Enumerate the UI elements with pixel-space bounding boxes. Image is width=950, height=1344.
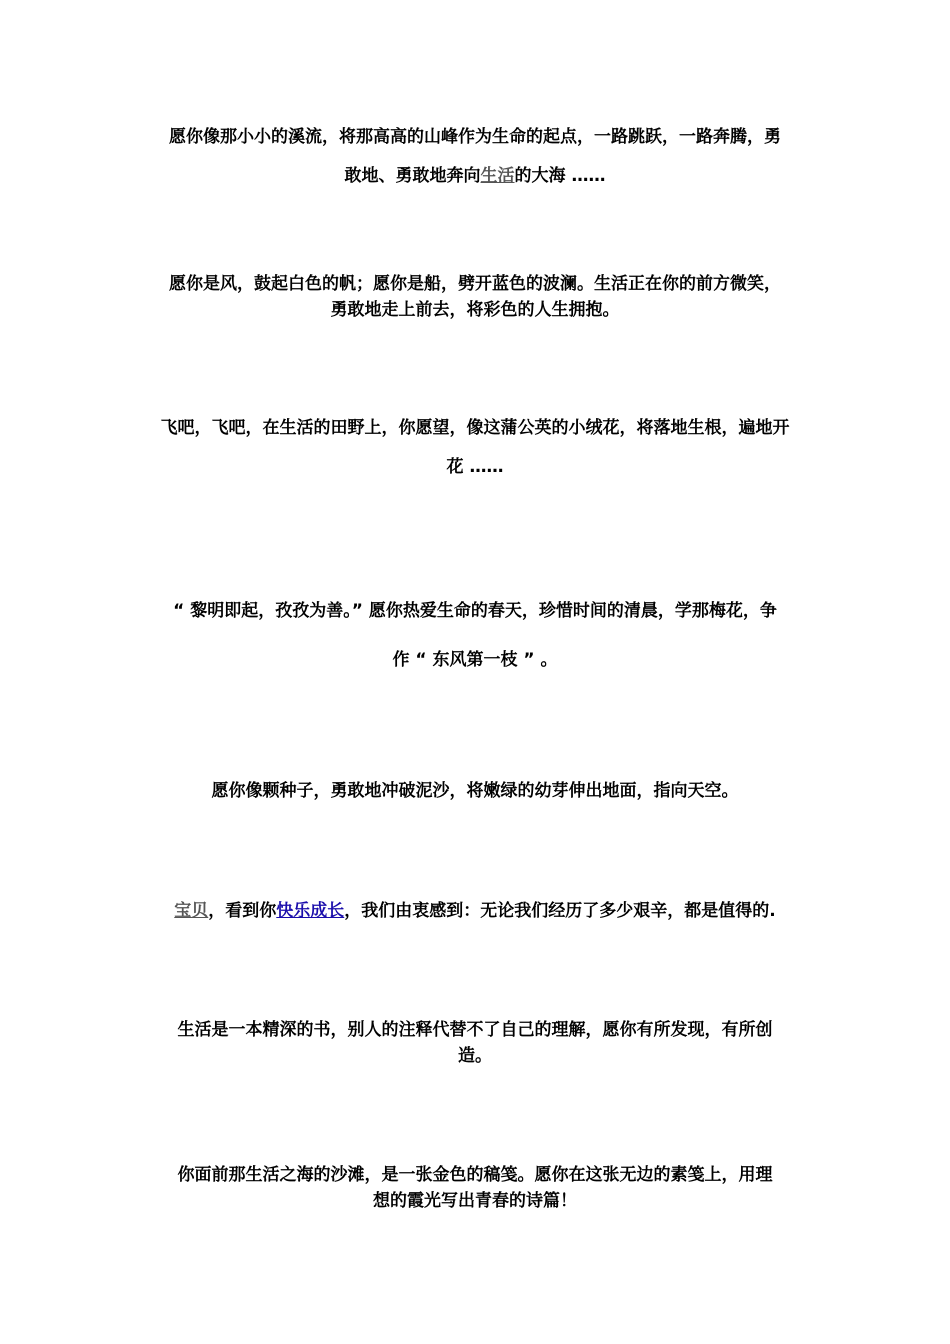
paragraph-8 (143, 1162, 807, 1214)
paragraph-2 (143, 271, 807, 323)
paragraph-7-line-1: 生活是一本精深的书，别人的注释代替不了自己的理解，愿你有所发现，有所创 (177, 1020, 773, 1040)
paragraph-6 (143, 898, 807, 924)
paragraph-1-line-1: 愿你像那小小的溪流，将那高高的山峰作为生命的起点，一路跳跃，一路奔腾，勇 (169, 127, 781, 147)
paragraph-1-text-pre: 敢地、勇敢地奔向 (344, 166, 481, 186)
paragraph-3 (143, 409, 807, 487)
paragraph-6-text-mid: ，看到你 (208, 901, 277, 921)
paragraph-6-text-rest: ，我们由衷感到：无论我们经历了多少艰辛，都是值得的. (344, 901, 776, 921)
paragraph-4 (143, 587, 807, 685)
paragraph-7-line-2: 造。 (458, 1046, 492, 1066)
paragraph-4-line-2: 作 “ 东风第一枝 ” 。 (392, 650, 558, 670)
paragraph-8-line-2: 想的霞光写出青春的诗篇！ (373, 1191, 577, 1211)
link-baobei[interactable]: 宝贝 (174, 901, 209, 921)
paragraph-1-text-post: 的大海 …… (514, 166, 606, 186)
paragraph-5-line-1: 愿你像颗种子，勇敢地冲破泥沙，将嫩绿的幼芽伸出地面，指向天空。 (211, 781, 739, 801)
paragraph-1-line-2 (143, 157, 807, 196)
paragraph-6-line-1 (143, 898, 807, 924)
paragraph-5 (143, 778, 807, 804)
paragraph-1 (143, 118, 807, 196)
paragraph-2-line-1: 愿你是风，鼓起白色的帆；愿你是船，劈开蓝色的波澜。生活正在你的前方微笑， (169, 274, 781, 294)
paragraph-8-line-1: 你面前那生活之海的沙滩，是一张金色的稿笺。愿你在这张无边的素笺上，用理 (177, 1165, 773, 1185)
paragraph-3-line-2: 花 …… (446, 457, 504, 477)
paragraph-2-line-2: 勇敢地走上前去，将彩色的人生拥抱。 (330, 300, 620, 320)
link-kuaile-chengzhang[interactable]: 快乐成长 (276, 901, 345, 921)
paragraph-7 (143, 1017, 807, 1069)
link-shenghuo[interactable]: 生活 (480, 166, 515, 186)
paragraph-3-line-1: 飞吧，飞吧，在生活的田野上，你愿望，像这蒲公英的小绒花，将落地生根，遍地开 (160, 418, 790, 438)
paragraph-4-line-1: “ 黎明即起，孜孜为善。” 愿你热爱生命的春天，珍惜时间的清晨，学那梅花，争 (173, 601, 777, 621)
